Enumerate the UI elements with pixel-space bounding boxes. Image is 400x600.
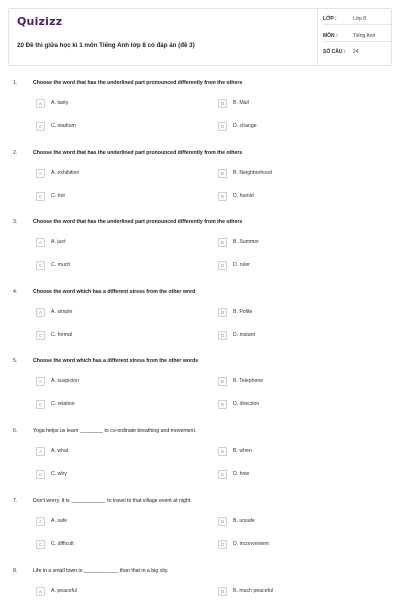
question-6: [0, 428, 400, 496]
option-letter-box: B: [218, 377, 227, 386]
option-letter-box: D: [218, 122, 227, 131]
option-letter-box: C: [36, 122, 45, 131]
meta-value: Tiếng Anh: [353, 33, 376, 39]
option-text: D. humid: [233, 193, 254, 199]
option-letter-box: A: [36, 517, 45, 526]
question-text: Life in a small town is ____________ than that in a big city.: [33, 568, 169, 574]
question-1: [0, 80, 400, 148]
option-text: D. instant: [233, 332, 255, 338]
option-letter-box: C: [36, 400, 45, 409]
header-divider: [317, 9, 318, 65]
option-letter-box: D: [218, 540, 227, 549]
option-text: B. much peaceful: [233, 588, 274, 594]
option-text: D. how: [233, 471, 250, 477]
option-letter-box: A: [36, 238, 45, 247]
option-letter-box: C: [36, 540, 45, 549]
meta-key: MÔN :: [323, 33, 338, 39]
question-2: [0, 150, 400, 218]
question-4: [0, 289, 400, 357]
option-text: A. what: [51, 448, 69, 454]
option-text: C. why: [51, 471, 67, 477]
question-text: Yoga helps us learn ________ to co-ordinate breathing and movement.: [33, 428, 197, 434]
worksheet-header: [8, 8, 392, 66]
option-text: A. peaceful: [51, 588, 77, 594]
option-letter-box: D: [218, 261, 227, 270]
option-text: B. unsafe: [233, 518, 255, 524]
option-text: B. Telephone: [233, 378, 264, 384]
option-letter-box: B: [218, 447, 227, 456]
option-letter-box: C: [36, 261, 45, 270]
question-number: 6.: [13, 428, 18, 434]
option-text: D. inconvenient: [233, 541, 269, 547]
question-text: Choose the word which has a different stress from the other word: [33, 289, 196, 295]
meta-divider: [323, 41, 391, 42]
option-text: B. Summer: [233, 239, 259, 245]
option-letter-box: A: [36, 587, 45, 596]
option-letter-box: B: [218, 308, 227, 317]
question-number: 4.: [13, 289, 18, 295]
question-8: [0, 568, 400, 600]
option-text: A. suspicion: [51, 378, 79, 384]
option-text: B. Neighborhood: [233, 170, 272, 176]
option-text: A. just: [51, 239, 66, 245]
option-text: D. direction: [233, 401, 260, 407]
option-text: B. Polite: [233, 309, 253, 315]
question-7: [0, 498, 400, 566]
option-letter-box: A: [36, 308, 45, 317]
option-text: A. tasty: [51, 100, 69, 106]
option-letter-box: A: [36, 377, 45, 386]
question-3: [0, 219, 400, 287]
option-letter-box: B: [218, 99, 227, 108]
question-number: 5.: [13, 358, 18, 364]
question-number: 1.: [13, 80, 18, 86]
question-number: 7.: [13, 498, 18, 504]
option-letter-box: B: [218, 587, 227, 596]
question-text: Choose the word that has the underlined part pronounced differently from the others: [33, 80, 243, 86]
option-letter-box: D: [218, 470, 227, 479]
question-text: Choose the word that has the underlined part pronounced differently from the others: [33, 150, 243, 156]
option-letter-box: A: [36, 447, 45, 456]
option-letter-box: A: [36, 169, 45, 178]
option-text: C. hot: [51, 193, 65, 199]
question-number: 8.: [13, 568, 18, 574]
meta-divider: [323, 24, 391, 25]
meta-key: LỚP :: [323, 16, 337, 22]
option-letter-box: D: [218, 331, 227, 340]
quizizz-logo: Quizizz: [17, 15, 63, 28]
option-letter-box: D: [218, 400, 227, 409]
option-text: A. safe: [51, 518, 68, 524]
question-5: [0, 358, 400, 426]
option-text: B. Mall: [233, 100, 249, 106]
option-letter-box: A: [36, 99, 45, 108]
option-text: A. simple: [51, 309, 73, 315]
option-letter-box: B: [218, 517, 227, 526]
option-letter-box: C: [36, 331, 45, 340]
option-text: A. exhibition: [51, 170, 80, 176]
question-number: 2.: [13, 150, 18, 156]
meta-value: Lớp 8: [353, 16, 367, 22]
worksheet-title: 20 Đề thi giữa học kì 1 môn Tiếng Anh lớp 8 có đáp án (đề 3): [17, 42, 195, 49]
option-text: B. when: [233, 448, 252, 454]
option-letter-box: C: [36, 192, 45, 201]
option-text: C. much: [51, 262, 71, 268]
meta-value: 24: [353, 49, 359, 55]
option-text: D. ruler: [233, 262, 251, 268]
option-letter-box: B: [218, 238, 227, 247]
question-text: Choose the word which has a different stress from the other words: [33, 358, 199, 364]
option-letter-box: D: [218, 192, 227, 201]
option-text: C. relation: [51, 401, 75, 407]
question-text: Don't worry. It is ____________ to travel to that village event at night.: [33, 498, 192, 504]
meta-key: SỐ CÂU :: [323, 49, 346, 55]
option-letter-box: C: [36, 470, 45, 479]
question-number: 3.: [13, 219, 18, 225]
option-text: C. formal: [51, 332, 73, 338]
question-text: Choose the word that has the underlined part pronounced differently from the others: [33, 219, 243, 225]
option-letter-box: B: [218, 169, 227, 178]
option-text: C. difficult: [51, 541, 74, 547]
option-text: D. change: [233, 123, 257, 129]
option-text: C. stadium: [51, 123, 76, 129]
